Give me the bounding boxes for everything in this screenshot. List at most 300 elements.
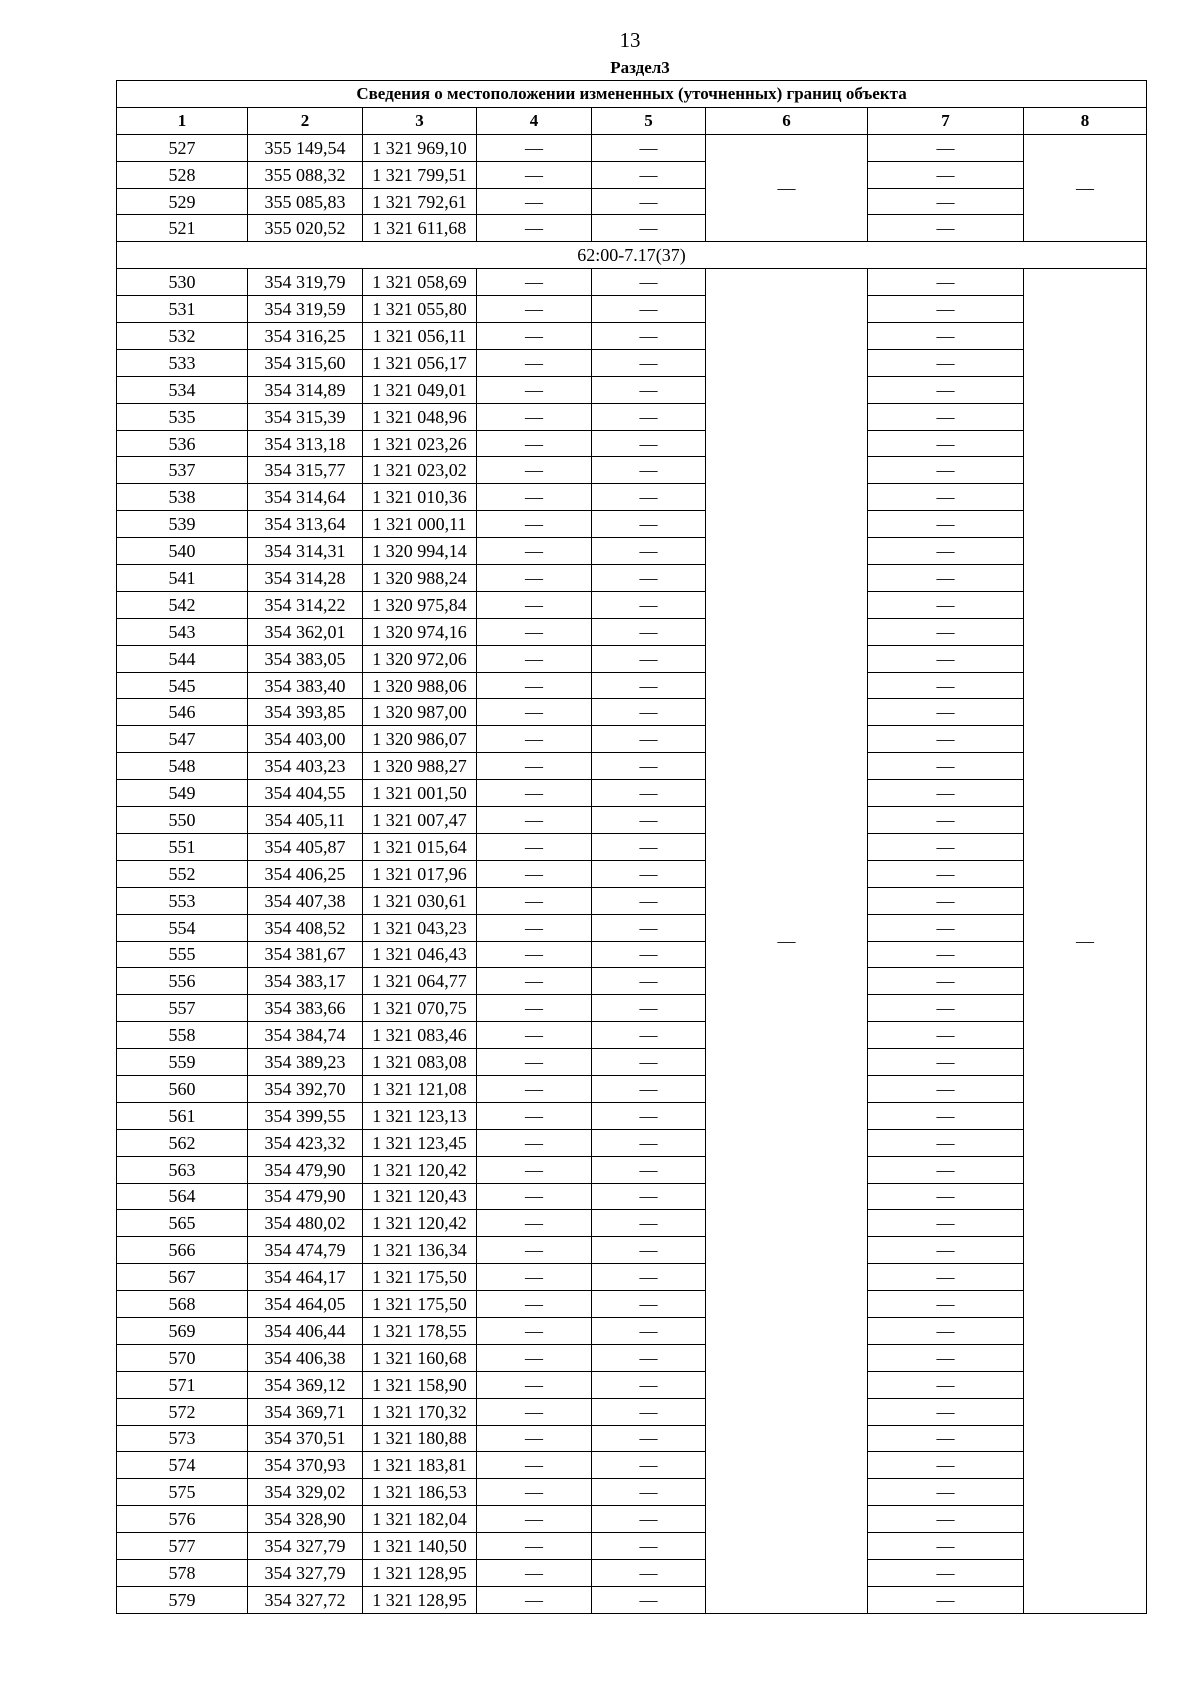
col7-dash-cell: — [868,1398,1024,1425]
col7-dash-cell: — [868,376,1024,403]
col4-dash-cell: — [477,995,592,1022]
coordinate-y-cell: 1 321 182,04 [363,1506,477,1533]
point-number-cell: 527 [117,134,248,161]
table-row [117,430,1147,457]
point-number-cell: 542 [117,591,248,618]
table-row [117,591,1147,618]
point-number-cell: 576 [117,1506,248,1533]
col4-dash-cell: — [477,1371,592,1398]
coordinate-x-cell: 354 313,64 [248,511,363,538]
col5-dash-cell: — [592,161,706,188]
col5-dash-cell: — [592,1022,706,1049]
col7-dash-cell: — [868,1506,1024,1533]
col7-dash-cell: — [868,349,1024,376]
col7-dash-cell: — [868,1344,1024,1371]
point-number-cell: 532 [117,323,248,350]
table-row [117,376,1147,403]
table-row [117,1506,1147,1533]
col5-dash-cell: — [592,887,706,914]
coordinate-y-cell: 1 321 030,61 [363,887,477,914]
coordinate-y-cell: 1 321 170,32 [363,1398,477,1425]
col7-dash-cell: — [868,511,1024,538]
table-row [117,1425,1147,1452]
point-number-cell: 534 [117,376,248,403]
coordinate-x-cell: 354 313,18 [248,430,363,457]
coordinate-x-cell: 354 464,17 [248,1264,363,1291]
coordinate-x-cell: 354 319,79 [248,269,363,296]
coordinate-x-cell: 354 316,25 [248,323,363,350]
col7-dash-cell: — [868,1586,1024,1613]
point-number-cell: 537 [117,457,248,484]
coordinate-x-cell: 354 383,40 [248,672,363,699]
col5-dash-cell: — [592,995,706,1022]
table-row [117,188,1147,215]
col7-dash-cell: — [868,1264,1024,1291]
coordinate-x-cell: 354 405,87 [248,833,363,860]
table-row [117,161,1147,188]
col4-dash-cell: — [477,565,592,592]
point-number-cell: 560 [117,1075,248,1102]
col6-dash-cell: — [706,134,868,242]
point-number-cell: 552 [117,860,248,887]
col5-dash-cell: — [592,699,706,726]
point-number-cell: 566 [117,1237,248,1264]
table-row [117,323,1147,350]
coordinate-y-cell: 1 320 975,84 [363,591,477,618]
coordinate-y-cell: 1 321 183,81 [363,1452,477,1479]
table-row [117,1102,1147,1129]
col5-dash-cell: — [592,1049,706,1076]
point-number-cell: 540 [117,538,248,565]
table-row [117,1371,1147,1398]
point-number-cell: 554 [117,914,248,941]
point-number-cell: 570 [117,1344,248,1371]
point-number-cell: 549 [117,780,248,807]
page-number: 13 [619,28,641,52]
table-row [117,215,1147,242]
coordinate-x-cell: 354 403,00 [248,726,363,753]
col7-dash-cell: — [868,1291,1024,1318]
col4-dash-cell: — [477,833,592,860]
coordinate-x-cell: 354 315,77 [248,457,363,484]
table-row [117,645,1147,672]
coordinate-y-cell: 1 320 972,06 [363,645,477,672]
point-number-cell: 563 [117,1156,248,1183]
table-row [117,1559,1147,1586]
col5-dash-cell: — [592,1129,706,1156]
coordinate-y-cell: 1 321 056,17 [363,349,477,376]
coordinate-y-cell: 1 321 792,61 [363,188,477,215]
coordinate-y-cell: 1 321 969,10 [363,134,477,161]
col5-dash-cell: — [592,753,706,780]
col5-dash-cell: — [592,430,706,457]
col7-dash-cell: — [868,807,1024,834]
table-row [117,269,1147,296]
col7-dash-cell: — [868,1317,1024,1344]
coordinate-y-cell: 1 321 064,77 [363,968,477,995]
col4-dash-cell: — [477,618,592,645]
table-row [117,1452,1147,1479]
coordinate-x-cell: 354 423,32 [248,1129,363,1156]
col4-dash-cell: — [477,430,592,457]
table-row [117,699,1147,726]
col4-dash-cell: — [477,860,592,887]
point-number-cell: 538 [117,484,248,511]
coordinate-y-cell: 1 321 175,50 [363,1291,477,1318]
coordinate-y-cell: 1 320 986,07 [363,726,477,753]
coordinate-y-cell: 1 321 007,47 [363,807,477,834]
col4-dash-cell: — [477,1102,592,1129]
coordinate-y-cell: 1 321 186,53 [363,1479,477,1506]
col7-dash-cell: — [868,1102,1024,1129]
table-row [117,1237,1147,1264]
table-row [117,1533,1147,1560]
col5-dash-cell: — [592,484,706,511]
table-row [117,941,1147,968]
coordinate-y-cell: 1 320 988,24 [363,565,477,592]
point-number-cell: 558 [117,1022,248,1049]
table-row [117,296,1147,323]
coordinates-table [116,80,1147,1614]
table-row [117,1022,1147,1049]
point-number-cell: 565 [117,1210,248,1237]
coordinate-x-cell: 354 384,74 [248,1022,363,1049]
coordinate-x-cell: 354 314,28 [248,565,363,592]
col7-dash-cell: — [868,618,1024,645]
col5-dash-cell: — [592,941,706,968]
col4-dash-cell: — [477,511,592,538]
coordinate-y-cell: 1 320 988,27 [363,753,477,780]
col5-dash-cell: — [592,349,706,376]
col5-dash-cell: — [592,1075,706,1102]
coordinate-x-cell: 354 404,55 [248,780,363,807]
coordinate-x-cell: 354 327,79 [248,1533,363,1560]
coordinate-y-cell: 1 321 120,42 [363,1156,477,1183]
coordinate-x-cell: 354 329,02 [248,1479,363,1506]
col5-dash-cell: — [592,1102,706,1129]
col4-dash-cell: — [477,1506,592,1533]
col5-dash-cell: — [592,1425,706,1452]
coordinate-y-cell: 1 321 123,45 [363,1129,477,1156]
point-number-cell: 559 [117,1049,248,1076]
col4-dash-cell: — [477,188,592,215]
coordinate-y-cell: 1 321 070,75 [363,995,477,1022]
col7-dash-cell: — [868,1022,1024,1049]
col7-dash-cell: — [868,1452,1024,1479]
col7-dash-cell: — [868,430,1024,457]
col5-dash-cell: — [592,645,706,672]
col4-dash-cell: — [477,215,592,242]
coordinate-x-cell: 354 362,01 [248,618,363,645]
point-number-cell: 562 [117,1129,248,1156]
point-number-cell: 543 [117,618,248,645]
col7-dash-cell: — [868,484,1024,511]
point-number-cell: 557 [117,995,248,1022]
point-number-cell: 544 [117,645,248,672]
table-body [117,134,1147,1613]
col5-dash-cell: — [592,1506,706,1533]
col4-dash-cell: — [477,1559,592,1586]
table-row [117,914,1147,941]
table-row [117,1049,1147,1076]
col5-dash-cell: — [592,565,706,592]
coordinate-y-cell: 1 321 128,95 [363,1559,477,1586]
table-row [117,807,1147,834]
col5-dash-cell: — [592,511,706,538]
coordinate-x-cell: 354 369,12 [248,1371,363,1398]
point-number-cell: 535 [117,403,248,430]
column-header: 3 [363,107,477,134]
coordinate-y-cell: 1 321 055,80 [363,296,477,323]
col5-dash-cell: — [592,1586,706,1613]
col5-dash-cell: — [592,591,706,618]
col4-dash-cell: — [477,672,592,699]
table-row [117,134,1147,161]
coordinate-y-cell: 1 321 058,69 [363,269,477,296]
col7-dash-cell: — [868,161,1024,188]
coordinate-x-cell: 354 315,60 [248,349,363,376]
col5-dash-cell: — [592,914,706,941]
table-row [117,1291,1147,1318]
coordinate-x-cell: 354 314,64 [248,484,363,511]
table-row [117,887,1147,914]
col7-dash-cell: — [868,323,1024,350]
point-number-cell: 529 [117,188,248,215]
coordinate-y-cell: 1 321 015,64 [363,833,477,860]
point-number-cell: 553 [117,887,248,914]
col4-dash-cell: — [477,941,592,968]
col5-dash-cell: — [592,726,706,753]
col7-dash-cell: — [868,1075,1024,1102]
coordinate-x-cell: 354 406,38 [248,1344,363,1371]
col4-dash-cell: — [477,1291,592,1318]
col5-dash-cell: — [592,1559,706,1586]
coordinate-x-cell: 354 393,85 [248,699,363,726]
col7-dash-cell: — [868,995,1024,1022]
point-number-cell: 571 [117,1371,248,1398]
point-number-cell: 536 [117,430,248,457]
col5-dash-cell: — [592,1479,706,1506]
coordinate-x-cell: 355 020,52 [248,215,363,242]
col5-dash-cell: — [592,1291,706,1318]
col4-dash-cell: — [477,1479,592,1506]
point-number-cell: 572 [117,1398,248,1425]
col4-dash-cell: — [477,134,592,161]
col4-dash-cell: — [477,1237,592,1264]
coordinate-x-cell: 354 314,22 [248,591,363,618]
col7-dash-cell: — [868,699,1024,726]
table-caption: Сведения о местоположении измененных (уточненных) границ объекта [117,81,1147,108]
col7-dash-cell: — [868,1129,1024,1156]
section-title: Раздел3 [610,58,670,77]
col5-dash-cell: — [592,323,706,350]
table-row [117,457,1147,484]
col7-dash-cell: — [868,591,1024,618]
coordinate-x-cell: 354 315,39 [248,403,363,430]
col7-dash-cell: — [868,215,1024,242]
col7-dash-cell: — [868,1533,1024,1560]
coordinate-x-cell: 354 327,79 [248,1559,363,1586]
col4-dash-cell: — [477,323,592,350]
point-number-cell: 530 [117,269,248,296]
col5-dash-cell: — [592,457,706,484]
coordinate-x-cell: 354 389,23 [248,1049,363,1076]
col4-dash-cell: — [477,1075,592,1102]
coordinate-x-cell: 354 370,51 [248,1425,363,1452]
col5-dash-cell: — [592,833,706,860]
coordinate-x-cell: 355 088,32 [248,161,363,188]
column-header: 4 [477,107,592,134]
coordinate-y-cell: 1 321 180,88 [363,1425,477,1452]
col7-dash-cell: — [868,565,1024,592]
coordinate-y-cell: 1 321 175,50 [363,1264,477,1291]
col5-dash-cell: — [592,134,706,161]
col7-dash-cell: — [868,860,1024,887]
col5-dash-cell: — [592,780,706,807]
table-row [117,726,1147,753]
col5-dash-cell: — [592,1210,706,1237]
col7-dash-cell: — [868,941,1024,968]
coordinate-y-cell: 1 320 987,00 [363,699,477,726]
point-number-cell: 578 [117,1559,248,1586]
table-row [117,1183,1147,1210]
col5-dash-cell: — [592,1317,706,1344]
point-number-cell: 573 [117,1425,248,1452]
table-row [117,672,1147,699]
table-row [117,511,1147,538]
col4-dash-cell: — [477,753,592,780]
col4-dash-cell: — [477,699,592,726]
table-row [117,1129,1147,1156]
col7-dash-cell: — [868,914,1024,941]
coordinate-y-cell: 1 321 056,11 [363,323,477,350]
col4-dash-cell: — [477,349,592,376]
coordinate-y-cell: 1 321 001,50 [363,780,477,807]
col4-dash-cell: — [477,780,592,807]
col4-dash-cell: — [477,1264,592,1291]
coordinate-x-cell: 354 403,23 [248,753,363,780]
point-number-cell: 545 [117,672,248,699]
col4-dash-cell: — [477,538,592,565]
table-row [117,565,1147,592]
col7-dash-cell: — [868,1425,1024,1452]
col4-dash-cell: — [477,376,592,403]
coordinate-x-cell: 354 407,38 [248,887,363,914]
col4-dash-cell: — [477,1210,592,1237]
coordinate-y-cell: 1 321 140,50 [363,1533,477,1560]
coordinate-x-cell: 354 369,71 [248,1398,363,1425]
coordinate-x-cell: 354 406,25 [248,860,363,887]
point-number-cell: 569 [117,1317,248,1344]
table-row [117,1479,1147,1506]
col8-dash-cell: — [1024,134,1147,242]
col6-dash-cell: — [706,269,868,1614]
coordinate-x-cell: 354 328,90 [248,1506,363,1533]
point-number-cell: 550 [117,807,248,834]
col7-dash-cell: — [868,134,1024,161]
col4-dash-cell: — [477,1452,592,1479]
col5-dash-cell: — [592,1237,706,1264]
coordinate-x-cell: 354 383,17 [248,968,363,995]
col4-dash-cell: — [477,269,592,296]
col7-dash-cell: — [868,833,1024,860]
column-header-row [117,107,1147,134]
coordinate-x-cell: 354 314,89 [248,376,363,403]
coordinate-y-cell: 1 321 010,36 [363,484,477,511]
col4-dash-cell: — [477,484,592,511]
coordinate-y-cell: 1 321 023,26 [363,430,477,457]
col7-dash-cell: — [868,457,1024,484]
coordinate-y-cell: 1 320 994,14 [363,538,477,565]
col4-dash-cell: — [477,968,592,995]
coordinate-y-cell: 1 321 178,55 [363,1317,477,1344]
col8-dash-cell: — [1024,269,1147,1614]
table-row [117,860,1147,887]
col4-dash-cell: — [477,887,592,914]
col5-dash-cell: — [592,1264,706,1291]
point-number-cell: 567 [117,1264,248,1291]
col5-dash-cell: — [592,1371,706,1398]
point-number-cell: 551 [117,833,248,860]
col4-dash-cell: — [477,1425,592,1452]
coordinate-y-cell: 1 321 611,68 [363,215,477,242]
col7-dash-cell: — [868,968,1024,995]
column-header: 7 [868,107,1024,134]
col7-dash-cell: — [868,753,1024,780]
point-number-cell: 533 [117,349,248,376]
table-row [117,968,1147,995]
col5-dash-cell: — [592,1533,706,1560]
table-row [117,1156,1147,1183]
table-row [117,1317,1147,1344]
col4-dash-cell: — [477,1022,592,1049]
table-row [117,349,1147,376]
col4-dash-cell: — [477,161,592,188]
column-header: 8 [1024,107,1147,134]
col5-dash-cell: — [592,672,706,699]
coordinate-y-cell: 1 321 048,96 [363,403,477,430]
table-row [117,753,1147,780]
table-row [117,484,1147,511]
col5-dash-cell: — [592,296,706,323]
coordinate-x-cell: 354 399,55 [248,1102,363,1129]
col4-dash-cell: — [477,403,592,430]
coordinate-y-cell: 1 321 049,01 [363,376,477,403]
col7-dash-cell: — [868,1183,1024,1210]
col4-dash-cell: — [477,1049,592,1076]
col7-dash-cell: — [868,538,1024,565]
col5-dash-cell: — [592,1398,706,1425]
col7-dash-cell: — [868,672,1024,699]
coordinate-y-cell: 1 321 043,23 [363,914,477,941]
coordinate-y-cell: 1 321 000,11 [363,511,477,538]
col7-dash-cell: — [868,1371,1024,1398]
table-row [117,833,1147,860]
coordinate-y-cell: 1 321 121,08 [363,1075,477,1102]
col5-dash-cell: — [592,188,706,215]
coordinate-x-cell: 354 479,90 [248,1156,363,1183]
coordinate-y-cell: 1 321 083,08 [363,1049,477,1076]
col7-dash-cell: — [868,403,1024,430]
group-label-row [117,242,1147,269]
point-number-cell: 539 [117,511,248,538]
col5-dash-cell: — [592,1183,706,1210]
point-number-cell: 564 [117,1183,248,1210]
col7-dash-cell: — [868,1559,1024,1586]
point-number-cell: 546 [117,699,248,726]
col4-dash-cell: — [477,1344,592,1371]
col4-dash-cell: — [477,807,592,834]
